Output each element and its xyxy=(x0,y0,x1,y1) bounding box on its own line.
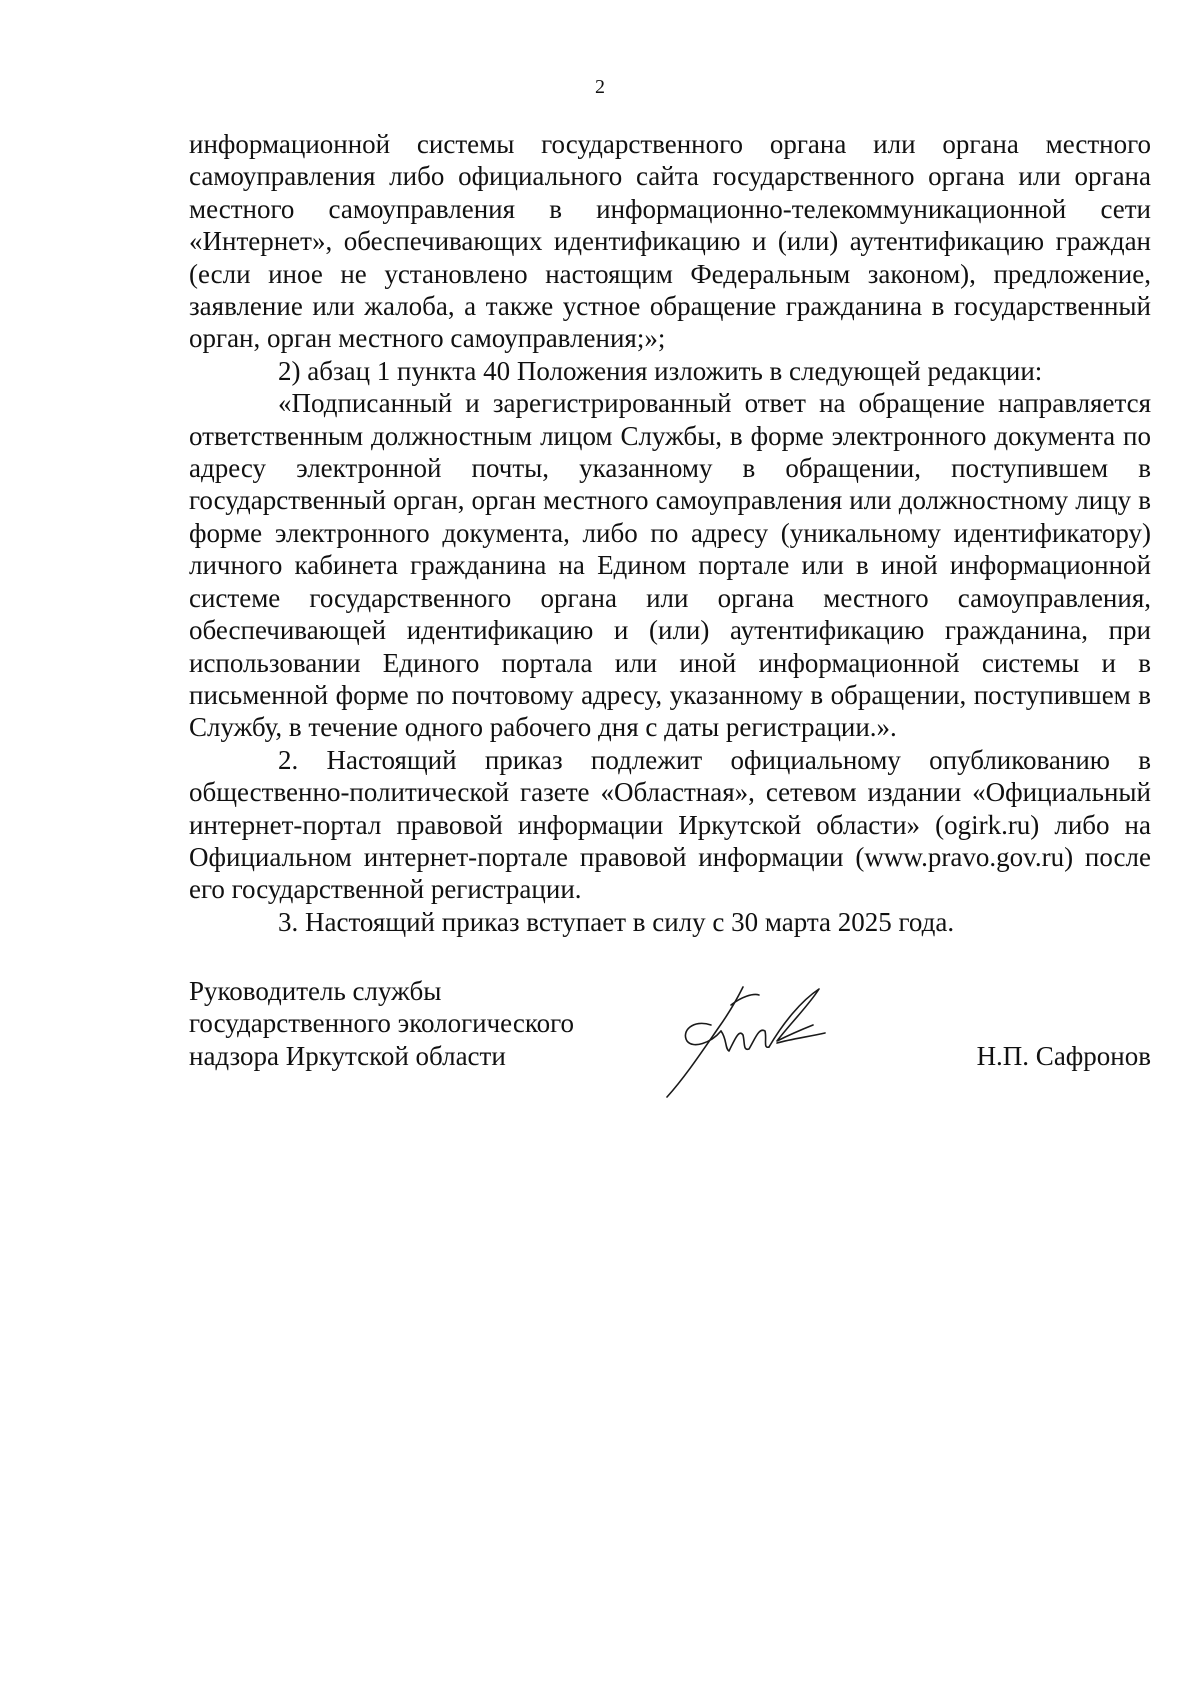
page-number: 2 xyxy=(595,76,605,98)
signer-position xyxy=(189,975,574,1072)
signer-name: Н.П. Сафронов xyxy=(976,1041,1151,1071)
document-body xyxy=(189,128,1151,938)
paragraph-item-2: 2) абзац 1 пункта 40 Положения изложить в следующей редакции: xyxy=(278,355,1043,386)
signer-position-line: надзора Иркутской области xyxy=(189,1040,506,1071)
signature-block xyxy=(189,975,1151,1105)
paragraph-publication: 2. Настоящий приказ подлежит официальному опубликованию в общественно-политической газете «Областная», сетевом издании «Официальный интернет-портал правовой информации Иркутской области» (ogirk.ru) либо на Официальном интернет-портале правовой информации (www.pravo.gov.ru) после его государственной регистрации. xyxy=(189,744,1151,905)
paragraph-effective-date: 3. Настоящий приказ вступает в силу с 30 марта 2025 года. xyxy=(278,906,955,937)
paragraph-quoted-text: «Подписанный и зарегистрированный ответ на обращение направляется ответственным должностным лицом Службы, в форме электронного документа по адресу электронной почты, указанному в обращении, поступившем в государственный орган, орган местного самоуправления или должностному лицу в форме электронного документа, либо по адресу (уникальному идентификатору) личного кабинета гражданина на Едином портале или в иной информационной системе государственного органа или органа местного самоуправления, обеспечивающей идентификацию и (или) аутентификацию гражданина, при использовании Единого портала или иной информационной системы и в письменной форме по почтовому адресу, указанному в обращении, поступившем в Службу, в течение одного рабочего дня с даты регистрации.». xyxy=(189,388,1151,743)
paragraph-continuation: информационной системы государственного органа или органа местного самоуправления либо официального сайта государственного органа или органа местного самоуправления в информационно-телекоммуникационной сети «Интернет», обеспечивающих идентификацию и (или) аутентификацию граждан (если иное не установлено настоящим Федеральным законом), предложение, заявление или жалоба, а также устное обращение гражданина в государственный орган, орган местного самоуправления;»; xyxy=(189,129,1151,354)
handwritten-signature xyxy=(659,969,849,1099)
signer-position-line: государственного экологического xyxy=(189,1008,574,1039)
signer-position-line: Руководитель службы xyxy=(189,976,442,1006)
